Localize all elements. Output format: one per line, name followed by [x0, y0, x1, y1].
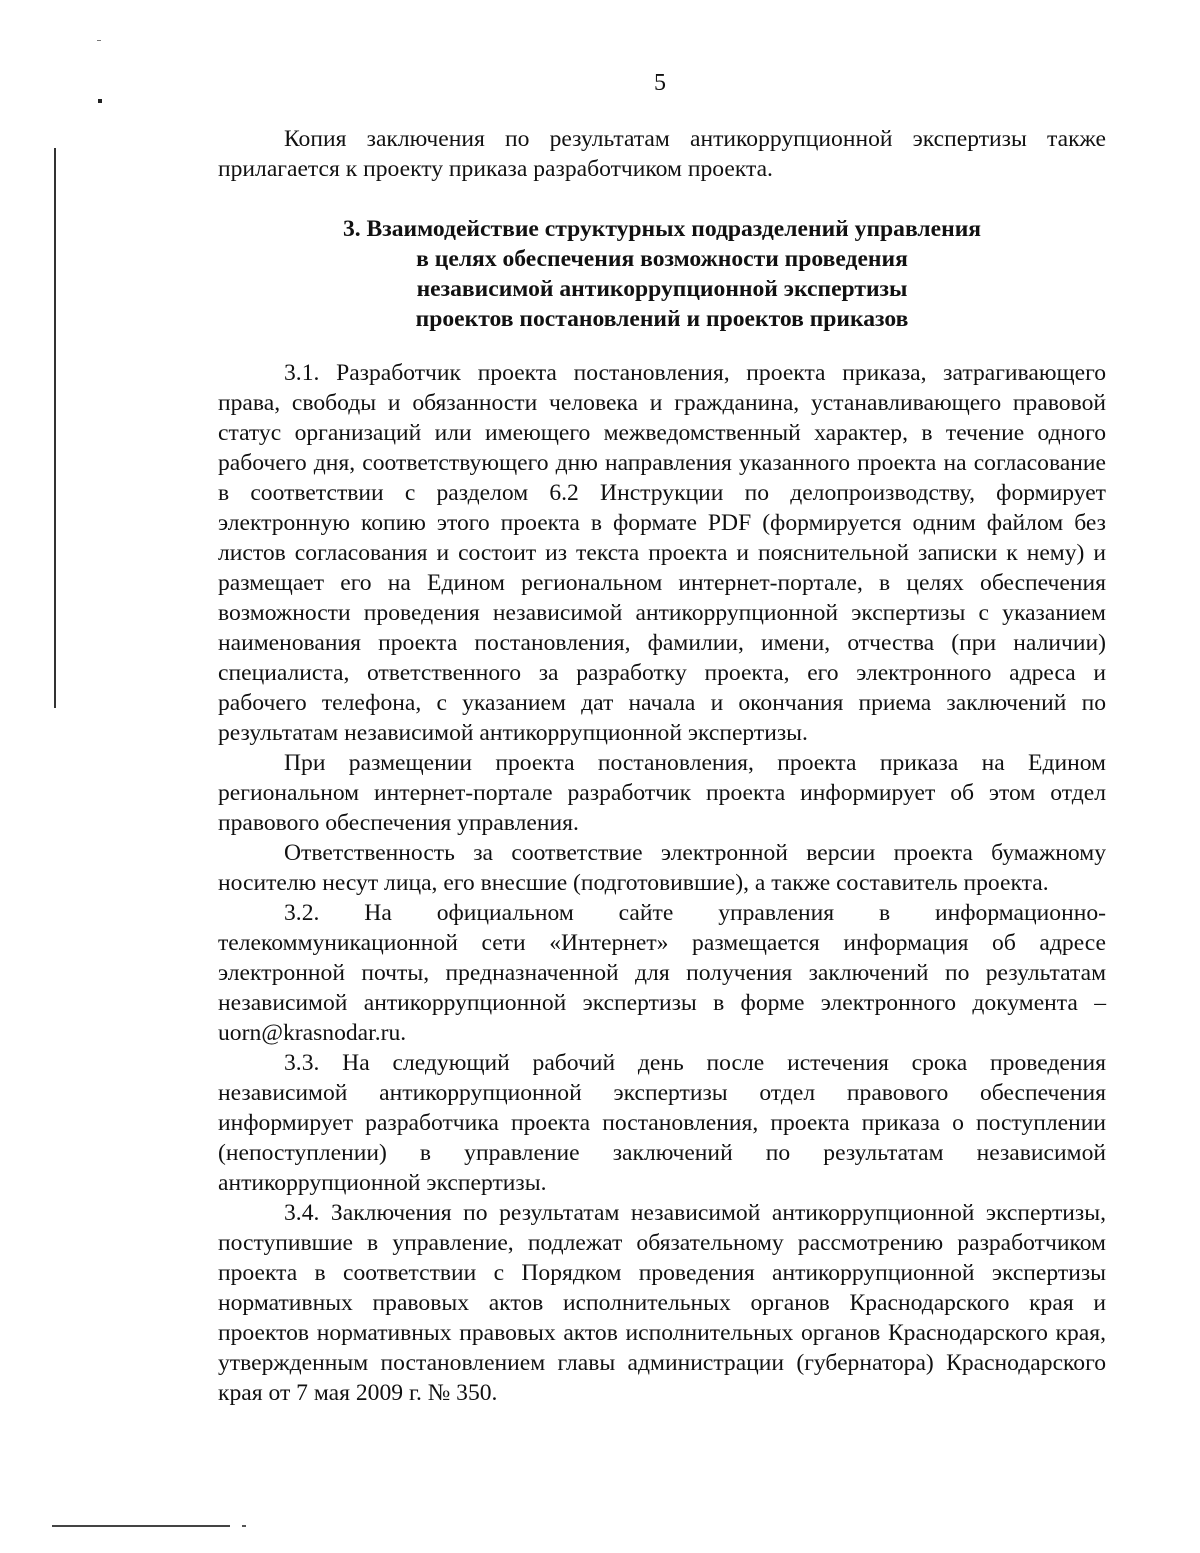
paragraph-3-1: 3.1. Разработчик проекта постановления, проекта приказа, затрагивающего права, свободы и обязанности человека и гражданина, устанавливающего правовой статус организаций или имеющего межведомственный характер, в течение одного рабочего дня, соответствующего дню направления указанного проекта на согласование в соответствии с разделом 6.2 Инструкции по делопроизводству, формирует электронную копию этого проекта в формате PDF (формируется одним файлом без листов согласования и состоит из текста проекта и пояснительной записки к нему) и размещает его на Едином региональном интернет-портале, в целях обеспечения возможности проведения независимой антикоррупционной экспертизы с указанием наименования проекта постановления, фамилии, имени, отчества (при наличии) специалиста, ответственного за разработку проекта, его электронного адреса и рабочего телефона, с указанием дат начала и окончания приема заключений по результатам независимой антикоррупционной экспертизы. — [218, 360, 1106, 746]
intro-paragraph: Копия заключения по результатам антикоррупционной экспертизы также прилагается к проекту приказа разработчиком проекта. — [218, 126, 1106, 182]
scan-artifact-bottom-line — [52, 1525, 230, 1527]
paragraph-3-2: 3.2. На официальном сайте управления в информационно-телекоммуникационной сети «Интернет» размещается информация об адресе электронной почты, предназначенной для получения заключений по результатам независимой антикоррупционной экспертизы в форме электронного документа – uorn@krasnodar.ru. — [218, 900, 1106, 1046]
document-body — [218, 124, 1106, 1408]
section-heading — [218, 214, 1106, 334]
paragraph-3-4: 3.4. Заключения по результатам независимой антикоррупционной экспертизы, поступившие в управление, подлежат обязательному рассмотрению разработчиком проекта в соответствии с Порядком проведения антикоррупционной экспертизы нормативных правовых актов исполнительных органов Краснодарского края и проектов нормативных правовых актов исполнительных органов Краснодарского края, утвержденным постановлением главы администрации (губернатора) Краснодарского края от 7 мая 2009 г. № 350. — [218, 1200, 1106, 1406]
page-number: 5 — [654, 70, 666, 96]
section-heading-line: проектов постановлений и проектов приказов — [415, 306, 909, 332]
scan-artifact-dot — [98, 99, 102, 103]
section-heading-line: в целях обеспечения возможности проведения — [416, 246, 908, 272]
scan-artifact-left-line — [54, 148, 56, 708]
paragraph-3-3: 3.3. На следующий рабочий день после истечения срока проведения независимой антикоррупционной экспертизы отдел правового обеспечения информирует разработчика проекта постановления, проекта приказа о поступлении (непоступлении) в управление заключений по результатам независимой антикоррупционной экспертизы. — [218, 1050, 1106, 1196]
section-heading-line: независимой антикоррупционной экспертизы — [416, 276, 908, 302]
scan-artifact-mark — [97, 40, 101, 41]
paragraph-3-1-responsibility: Ответственность за соответствие электронной версии проекта бумажному носителю несут лица, его внесшие (подготовившие), а также составитель проекта. — [218, 840, 1106, 896]
paragraph-3-1-publication: При размещении проекта постановления, проекта приказа на Едином региональном интернет-портале разработчик проекта информирует об этом отдел правового обеспечения управления. — [218, 750, 1106, 836]
scan-artifact-bottom-dot — [242, 1525, 246, 1527]
section-heading-line: 3. Взаимодействие структурных подразделений управления — [342, 216, 982, 242]
